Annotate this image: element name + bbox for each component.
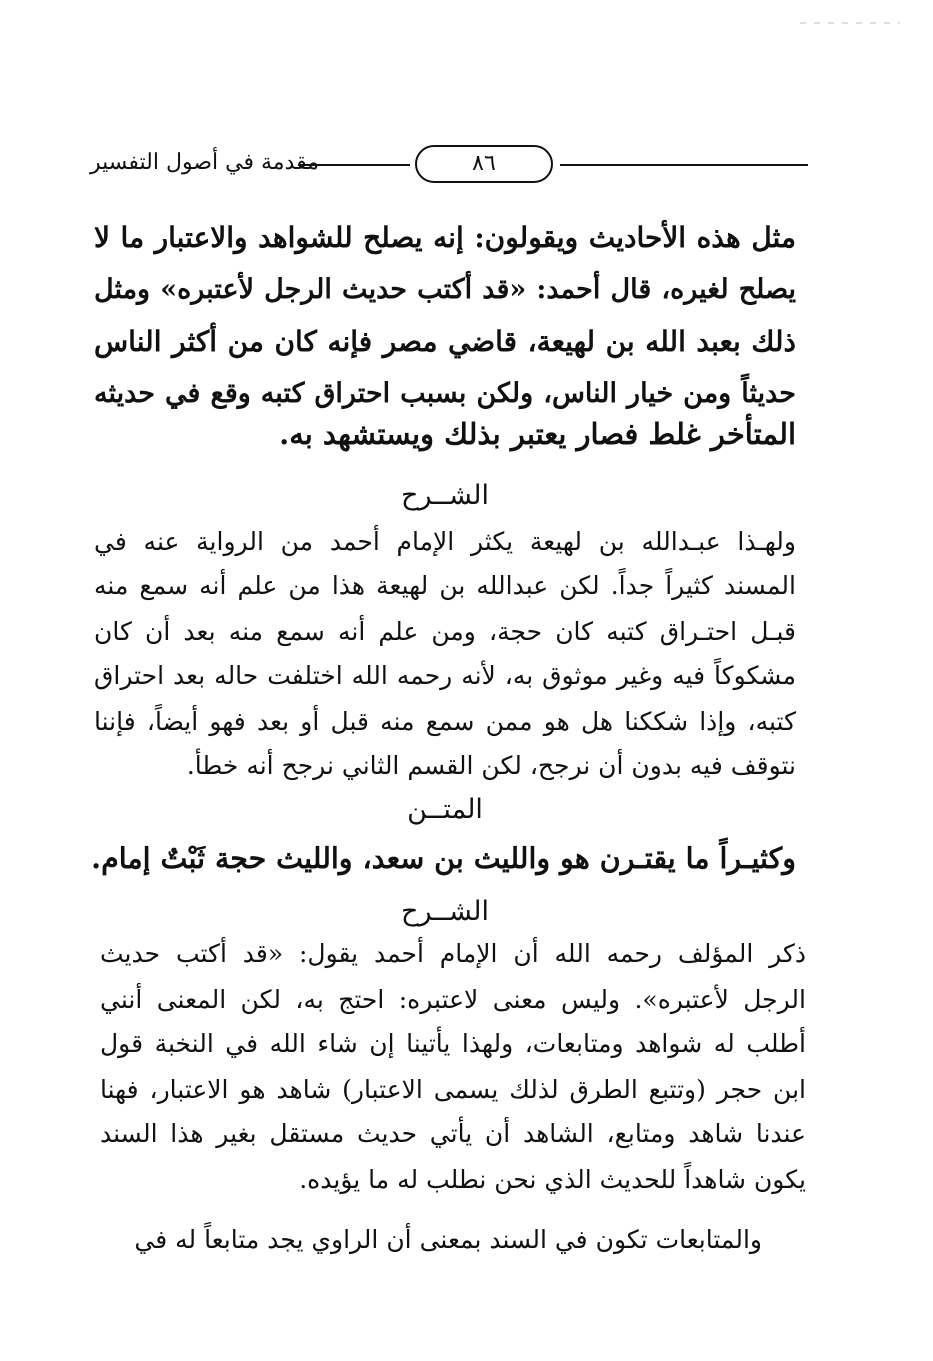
sharh-line: المسند كثيراً جداً. لكن عبدالله بن لهيعة هذا من علم أنه سمع منه xyxy=(94,571,796,600)
sharh-line: والمتابعات تكون في السند بمعنى أن الراوي يجد متابعاً له في xyxy=(134,1225,762,1254)
sharh-line: الرجل لأعتبره». وليس معنى لاعتبره: احتج به، لكن المعنى أنني xyxy=(100,985,806,1014)
header-rule-left xyxy=(298,164,410,166)
sharh-line: قبـل احتـراق كتبه كان حجة، ومن علم أنه سمع منه بعد أن كان xyxy=(94,617,796,646)
sharh-line: ولهـذا عبـدالله بن لهيعة يكثر الإمام أحمد من الرواية عنه في xyxy=(94,527,796,556)
matn-line: يصلح لغيره، قال أحمد: «قد أكتب حديث الرجل لأعتبره» ومثل xyxy=(94,274,796,305)
matn-line: ذلك بعبد الله بن لهيعة، قاضي مصر فإنه كان من أكثر الناس xyxy=(94,325,796,358)
sharh-line: يكون شاهداً للحديث الذي نحن نطلب له ما يؤيده. xyxy=(299,1165,806,1194)
scan-artifact xyxy=(800,10,900,14)
sharh-line: ابن حجر (وتتبع الطرق لذلك يسمى الاعتبار) شاهد هو الاعتبار، فهنا xyxy=(100,1075,806,1104)
section-heading-matn: المتــن xyxy=(407,794,483,825)
matn-line: وكثيـراً ما يقتـرن هو والليث بن سعد، والليث حجة ثَبْتٌ إمام. xyxy=(91,841,796,875)
sharh-line: ذكر المؤلف رحمه الله أن الإمام أحمد يقول: «قد أكتب حديث xyxy=(100,939,806,968)
running-title: مقدمة في أصول التفسير xyxy=(90,150,320,175)
section-heading-sharh: الشــرح xyxy=(401,480,489,511)
sharh-line: عندنا شاهد ومتابع، الشاهد أن يأتي حديث مستقل بغير هذا السند xyxy=(100,1119,806,1148)
page-number: ٨٦ xyxy=(472,151,496,176)
sharh-line: كتبه، وإذا شككنا هل هو ممن سمع منه قبل أو بعد فهو أيضاً، فإننا xyxy=(94,707,796,736)
page-number-frame xyxy=(414,144,554,184)
page-header xyxy=(90,140,808,190)
header-rule-right xyxy=(560,164,808,166)
matn-line: مثل هذه الأحاديث ويقولون: إنه يصلح للشواهد والاعتبار ما لا xyxy=(94,221,796,254)
sharh-line: مشكوكاً فيه وغير موثوق به، لأنه رحمه الله اختلفت حاله بعد احتراق xyxy=(94,661,796,690)
section-heading-sharh: الشــرح xyxy=(401,896,489,927)
matn-line: حديثاً ومن خيار الناس، ولكن بسبب احتراق كتبه وقع في حديثه xyxy=(94,378,796,409)
sharh-line: نتوقف فيه بدون أن نرجح، لكن القسم الثاني نرجح أنه خطأ. xyxy=(186,751,796,780)
sharh-line: أطلب له شواهد ومتابعات، ولهذا يأتينا إن شاء الله في النخبة قول xyxy=(100,1029,806,1058)
matn-line: المتأخر غلط فصار يعتبر بذلك ويستشهد به. xyxy=(279,417,796,451)
